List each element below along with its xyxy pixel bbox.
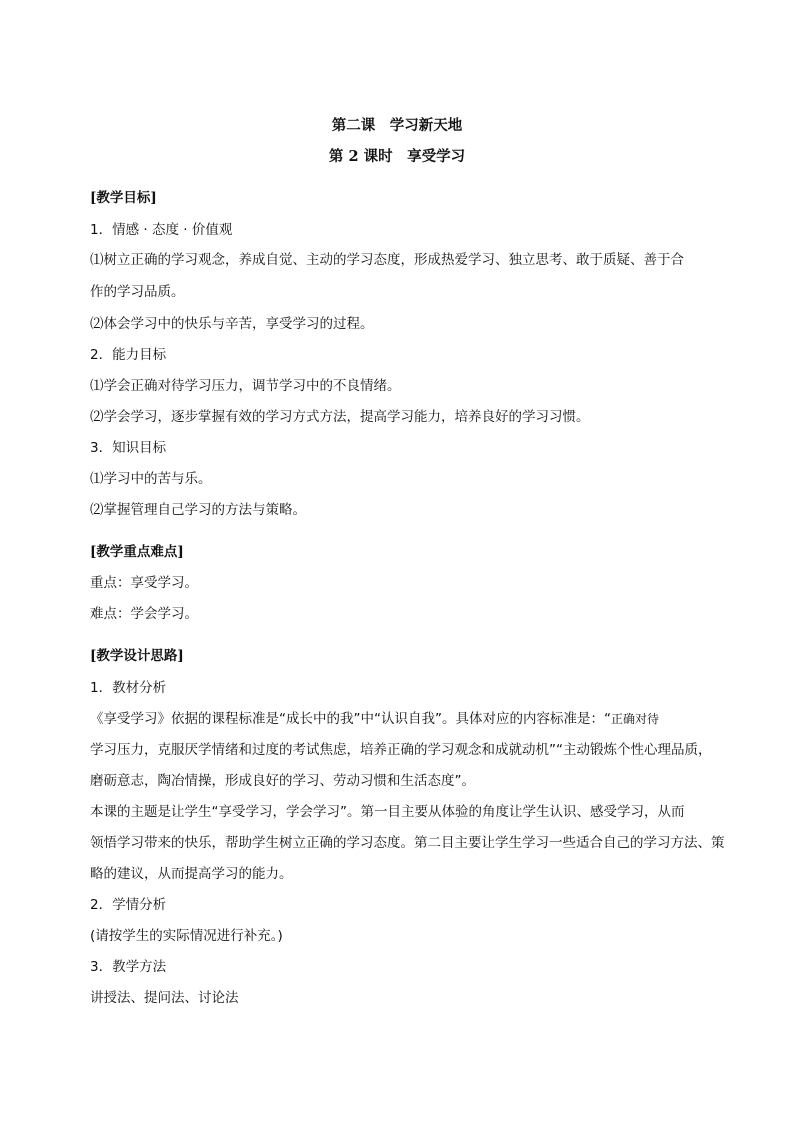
paragraph-line: 领悟学习带来的快乐，帮助学生树立正确的学习态度。第二目主要让学生学习一些适合自己的学习方法、策 [90, 835, 725, 851]
paragraph-text-small: 正确对待 [610, 712, 659, 726]
paragraph-line: 难点：学会学习。 [90, 606, 198, 622]
paragraph-line: 重点：享受学习。 [90, 575, 198, 591]
paragraph-line: ⑴树立正确的学习观念，养成自觉、主动的学习态度，形成热爱学习、独立思考、敢于质疑、善于合 [90, 252, 684, 268]
paragraph-line [90, 707, 659, 727]
paragraph-line: 学习压力，克服厌学情绪和过度的考试焦虑，培养正确的学习观念和成就动机”“主动锻炼个性心理品质， [90, 742, 712, 758]
paragraph-line: ⑴学习中的苦与乐。 [90, 471, 212, 487]
paragraph-line: (请按学生的实际情况进行补充。) [90, 928, 283, 944]
paragraph-line: 作的学习品质。 [90, 284, 185, 300]
paragraph-line: ⑵学会学习，逐步掌握有效的学习方式方法，提高学习能力，培养良好的学习习惯。 [90, 409, 590, 425]
section-heading-goals: [教学目标] [90, 190, 157, 206]
paragraph-line: ⑴学会正确对待学习压力，调节学习中的不良情绪。 [90, 378, 401, 394]
section-heading-key-points: [教学重点难点] [90, 544, 184, 560]
goal-subheading-emotion: 1．情感 · 态度 · 价值观 [90, 222, 233, 238]
paragraph-line: ⑵体会学习中的快乐与辛苦，享受学习的过程。 [90, 316, 374, 332]
design-subheading-students: 2．学情分析 [90, 897, 167, 913]
lesson-title: 第二课 学习新天地 [331, 117, 463, 134]
lesson-subtitle: 第 2 课时 享受学习 [328, 148, 466, 165]
design-subheading-material: 1．教材分析 [90, 680, 167, 696]
paragraph-text: 《享受学习》依据的课程标准是“成长中的我”中“认识自我”。具体对应的内容标准是：“ [90, 711, 611, 727]
goal-subheading-ability: 2．能力目标 [90, 347, 167, 363]
section-heading-design: [教学设计思路] [90, 648, 184, 664]
paragraph-line: 本课的主题是让学生“享受学习，学会学习”。第一目主要从体验的角度让学生认识、感受学习，从而 [90, 804, 685, 820]
design-subheading-methods: 3．教学方法 [90, 959, 167, 975]
paragraph-line: ⑵掌握管理自己学习的方法与策略。 [90, 502, 306, 518]
paragraph-line: 略的建议，从而提高学习的能力。 [90, 866, 293, 882]
paragraph-line: 磨砺意志，陶冶情操，形成良好的学习、劳动习惯和生活态度”。 [90, 773, 475, 789]
paragraph-line: 讲授法、提问法、讨论法 [90, 990, 239, 1006]
goal-subheading-knowledge: 3．知识目标 [90, 440, 167, 456]
